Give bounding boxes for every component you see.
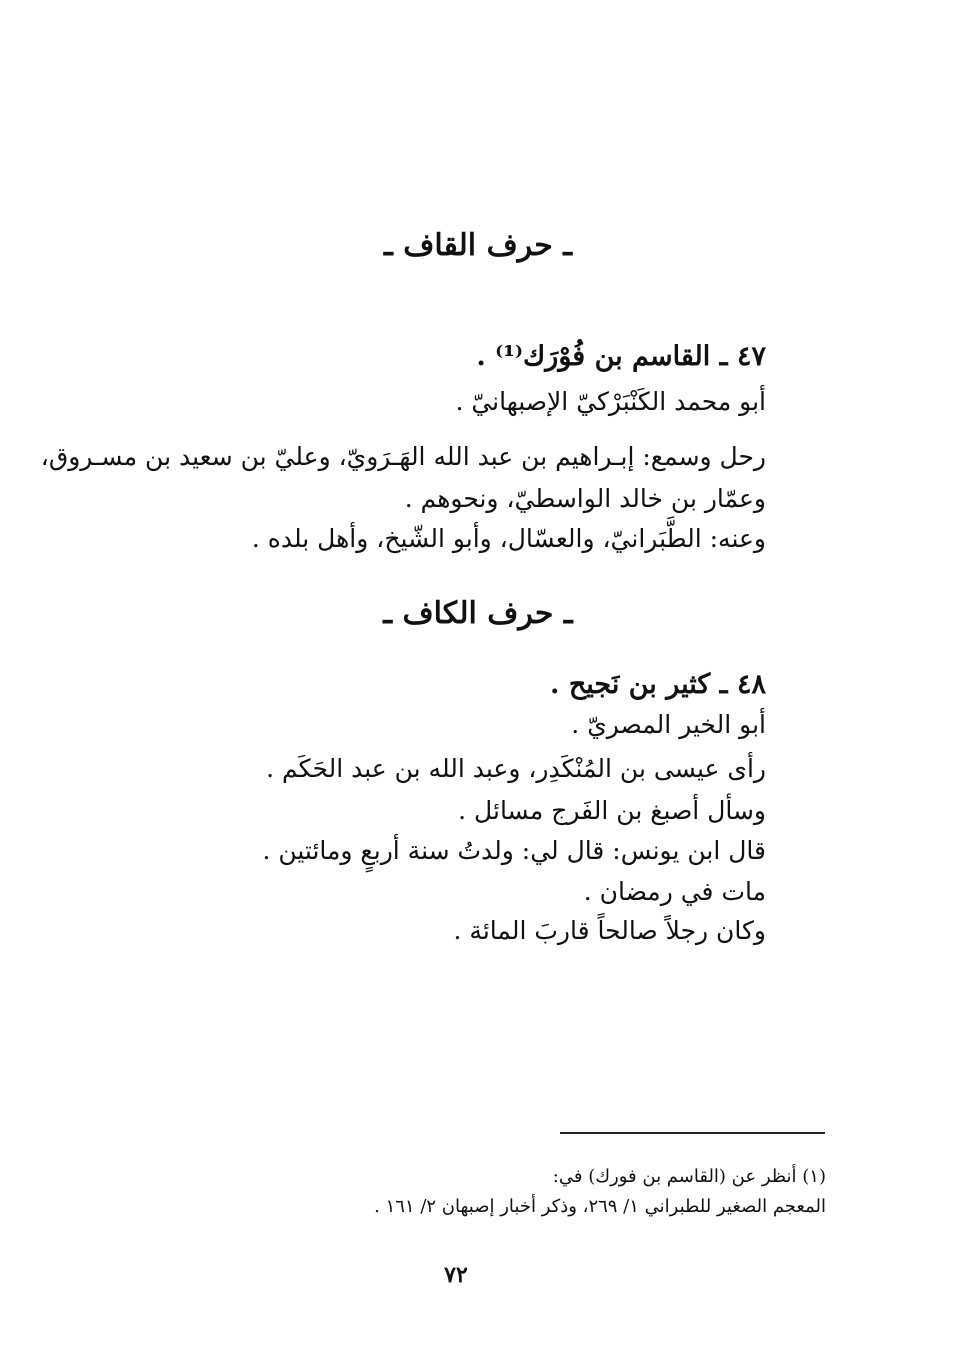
section-title-kaf: ـ حرف الكاف ـ [383,596,573,631]
entry-47-teachers-cont: وعمّار بن خالد الواسطيّ، ونحوهم . [404,484,766,513]
entry-47-students: وعنه: الطَّبَرانيّ، والعسّال، وأبو الشّيخ، وأهل بلده . [251,524,766,553]
entry-48-heading: ٤٨ ـ كثير بن نَجيح . [550,669,766,700]
page-number: ٧٢ [444,1262,468,1288]
section-title-qaf: ـ حرف القاف ـ [384,228,572,263]
entry-47-teachers: رحل وسمع: إبـراهيم بن عبد الله الهَـرَويّ، وعليّ بن سعيد بن مسـروق، [40,442,766,471]
entry-48-saw: رأى عيسى بن المُنْكَدِر، وعبد الله بن عبد الحَكَم . [266,754,766,783]
entry-47-heading: ٤٧ ـ القاسم بن فُوْرَك⁽¹⁾ . [476,341,766,372]
entry-48-death: مات في رمضان . [583,877,766,906]
footnote-separator [560,1132,825,1134]
entry-48-asked: وسأل أصبغ بن الفَرج مسائل . [458,796,766,825]
entry-48-kunya: أبو الخير المصريّ . [571,710,766,739]
entry-48-character: وكان رجلاً صالحاً قاربَ المائة . [453,916,766,945]
footnote-1-sources: المعجم الصغير للطبراني ١/ ٢٦٩، وذكر أخبار إصبهان ٢/ ١٦١ . [374,1196,826,1217]
footnote-1-intro: (١) أنظر عن (القاسم بن فورك) في: [552,1166,826,1187]
entry-48-birth: قال ابن يونس: قال لي: ولدتُ سنة أربعٍ ومائتين . [262,836,766,865]
entry-47-kunya: أبو محمد الكَنْبَرْكيّ الإصبهانيّ . [455,387,766,416]
